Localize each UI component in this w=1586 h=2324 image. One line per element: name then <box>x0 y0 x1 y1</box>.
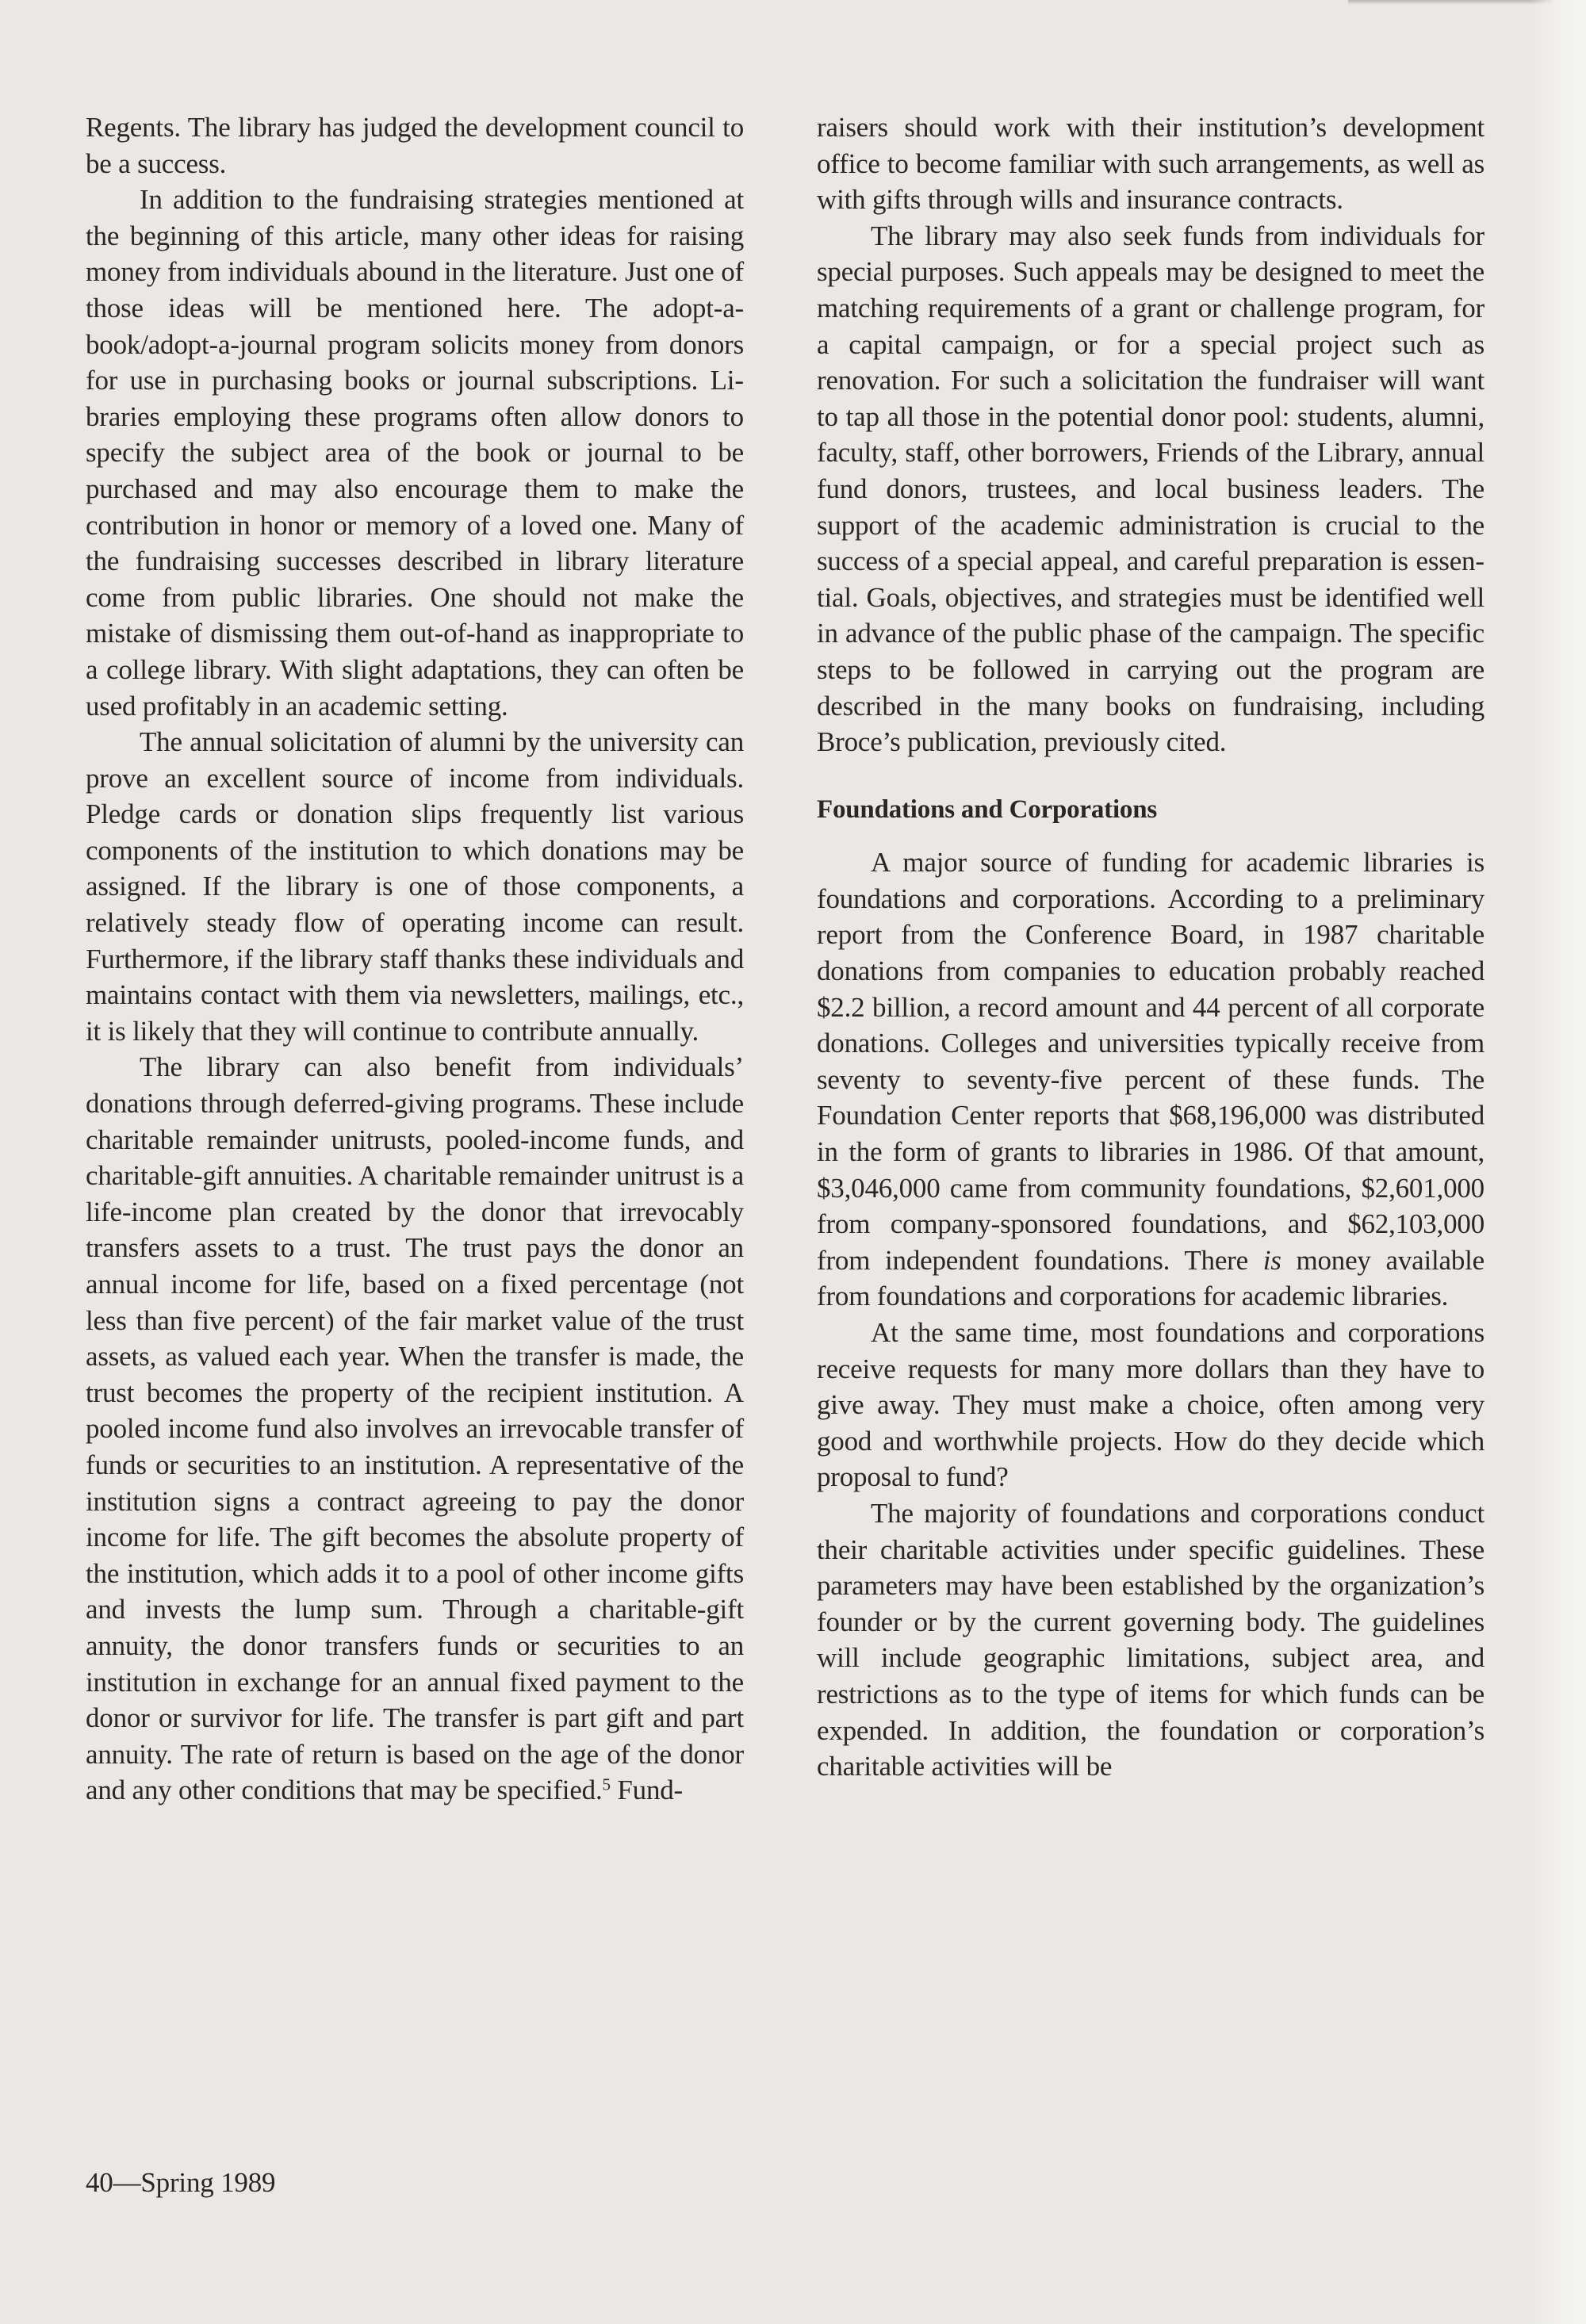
major-source-text: A major source of funding for academic libraries is foundations and corporations. According to a preliminary report from the Conference Board, in 1987 charitable donations from companies to education probably reached $2.2 billion, a record amount and 44 percent of all corporate donations. Colleges and universities typically receive from seventy to seventy-five percent of these funds. The Foundation Center reports that $68,196,000 was distributed in the form of grants to libraries in 1986. Of that amount, $3,046,000 came from community foundations, $2,601,000 from company-sponsored foundations, and $62,103,000 from independent foundations. There <box>817 847 1484 1276</box>
left-column <box>86 109 744 1809</box>
paragraph-major-source <box>817 844 1484 1315</box>
paragraph-fundraising-ideas: In addition to the fundraising strategies mentioned at the beginning of this article, many other ideas for raising money from individuals abound in the literature. Just one of those ideas will be mentioned here. The adopt-a-book/adopt-a-journal program solicits money from donors for use in purchasing books or journal subscriptions. Libraries employing these programs often allow donors to specify the subject area of the book or journal to be purchased and may also encourage them to make the contribution in honor or memory of a loved one. Many of the fundraising successes described in library literature come from public libraries. One should not make the mistake of dismissing them out-of-hand as inappropriate to a college library. With slight adaptations, they can often be used profitably in an academic setting. <box>86 184 744 722</box>
paragraph-special-purposes: The library may also seek funds from individuals for special purposes. Such appeals may be designed to meet the matching requirements of a grant or challenge program, for a capital campaign, or for a special project such as renovation. For such a solicitation the fundraiser will want to tap all those in the potential donor pool: students, alumni, faculty, staff, other borrowers, Friends of the Library, annual fund donors, trustees, and local business leaders. The support of the academic administration is crucial to the success of a special appeal, and careful preparation is essential. Goals, objectives, and strategies must be identified well in advance of the public phase of the campaign. The specific steps to be followed in carrying out the program are described in the many books on fundraising, including Broce’s publication, previously cited. <box>817 220 1484 758</box>
footnote-marker[interactable]: 5 <box>602 1775 611 1794</box>
paragraph-majority-guidelines: The majority of foundations and corporations conduct their charitable activities under specific guidelines. These parameters may have been established by the organization’s founder or by the current governing body. The guidelines will include geographic limitations, subject area, and restrictions as to the type of items for which funds can be expended. In addition, the foundation or corporation’s charitable activities will be <box>817 1497 1484 1782</box>
paragraph-same-time: At the same time, most foundations and corporations receive requests for many more dollars than they have to give away. They must make a choice, often among very good and worthwhile projects. How do they decide which proposal to fund? <box>817 1317 1484 1493</box>
deferred-giving-text: The library can also benefit from individuals’ donations through deferred-giving programs. These include charitable remainder unitrusts, pooled-income funds, and charitable-gift annuities. A charitable remainder unitrust is a life-income plan created by the donor that irrevocably transfers assets to a trust. The trust pays the donor an annual income for life, based on a fixed percentage (not less than five percent) of the fair market value of the trust assets, as valued each year. When the transfer is made, the trust becomes the property of the recipient institution. A pooled income fund also involves an irrevocable transfer of funds or securities to an institution. A representative of the institution signs a contract agreeing to pay the donor income for life. The gift becomes the absolute property of the institution, which adds it to a pool of other income gifts and invests the lump sum. Through a charitable-gift annuity, the donor transfers funds or securities to an institution in exchange for an annual fixed payment to the donor or survivor for life. The transfer is part gift and part annuity. The rate of return is based on the age of the donor and any other conditions that may be specified. <box>86 1051 744 1806</box>
paragraph-annual-solicitation: The annual solicitation of alumni by the university can prove an excellent source of income from individuals. Pledge cards or donation slips frequently list various components of the institution to which donations may be assigned. If the library is one of those components, a relatively steady flow of operating income can result. Furthermore, if the library staff thanks these individuals and maintains contact with them via newsletters, mailings, etc., it is likely that they will continue to contribute annually. <box>86 726 744 1047</box>
section-heading: Foundations and Corporations <box>817 794 1158 824</box>
major-source-tail: money available from foundations and corporations for academic libraries. <box>817 1244 1484 1312</box>
page-footer: 40—Spring 1989 <box>86 2167 276 2198</box>
paragraph-deferred-giving <box>86 1049 744 1808</box>
paragraph-fundraisers-development-office: raisers should work with their institution’s development office to become familiar with such arrangements, as well as with gifts through wills and insurance contracts. <box>817 112 1484 216</box>
page-binding-edge <box>1530 0 1586 2324</box>
deferred-giving-tail: Fund- <box>610 1775 684 1806</box>
emphasis-is: is <box>1262 1244 1281 1276</box>
paragraph-regents: Regents. The library has judged the development council to be a success. <box>86 112 744 179</box>
right-column <box>817 109 1484 1785</box>
